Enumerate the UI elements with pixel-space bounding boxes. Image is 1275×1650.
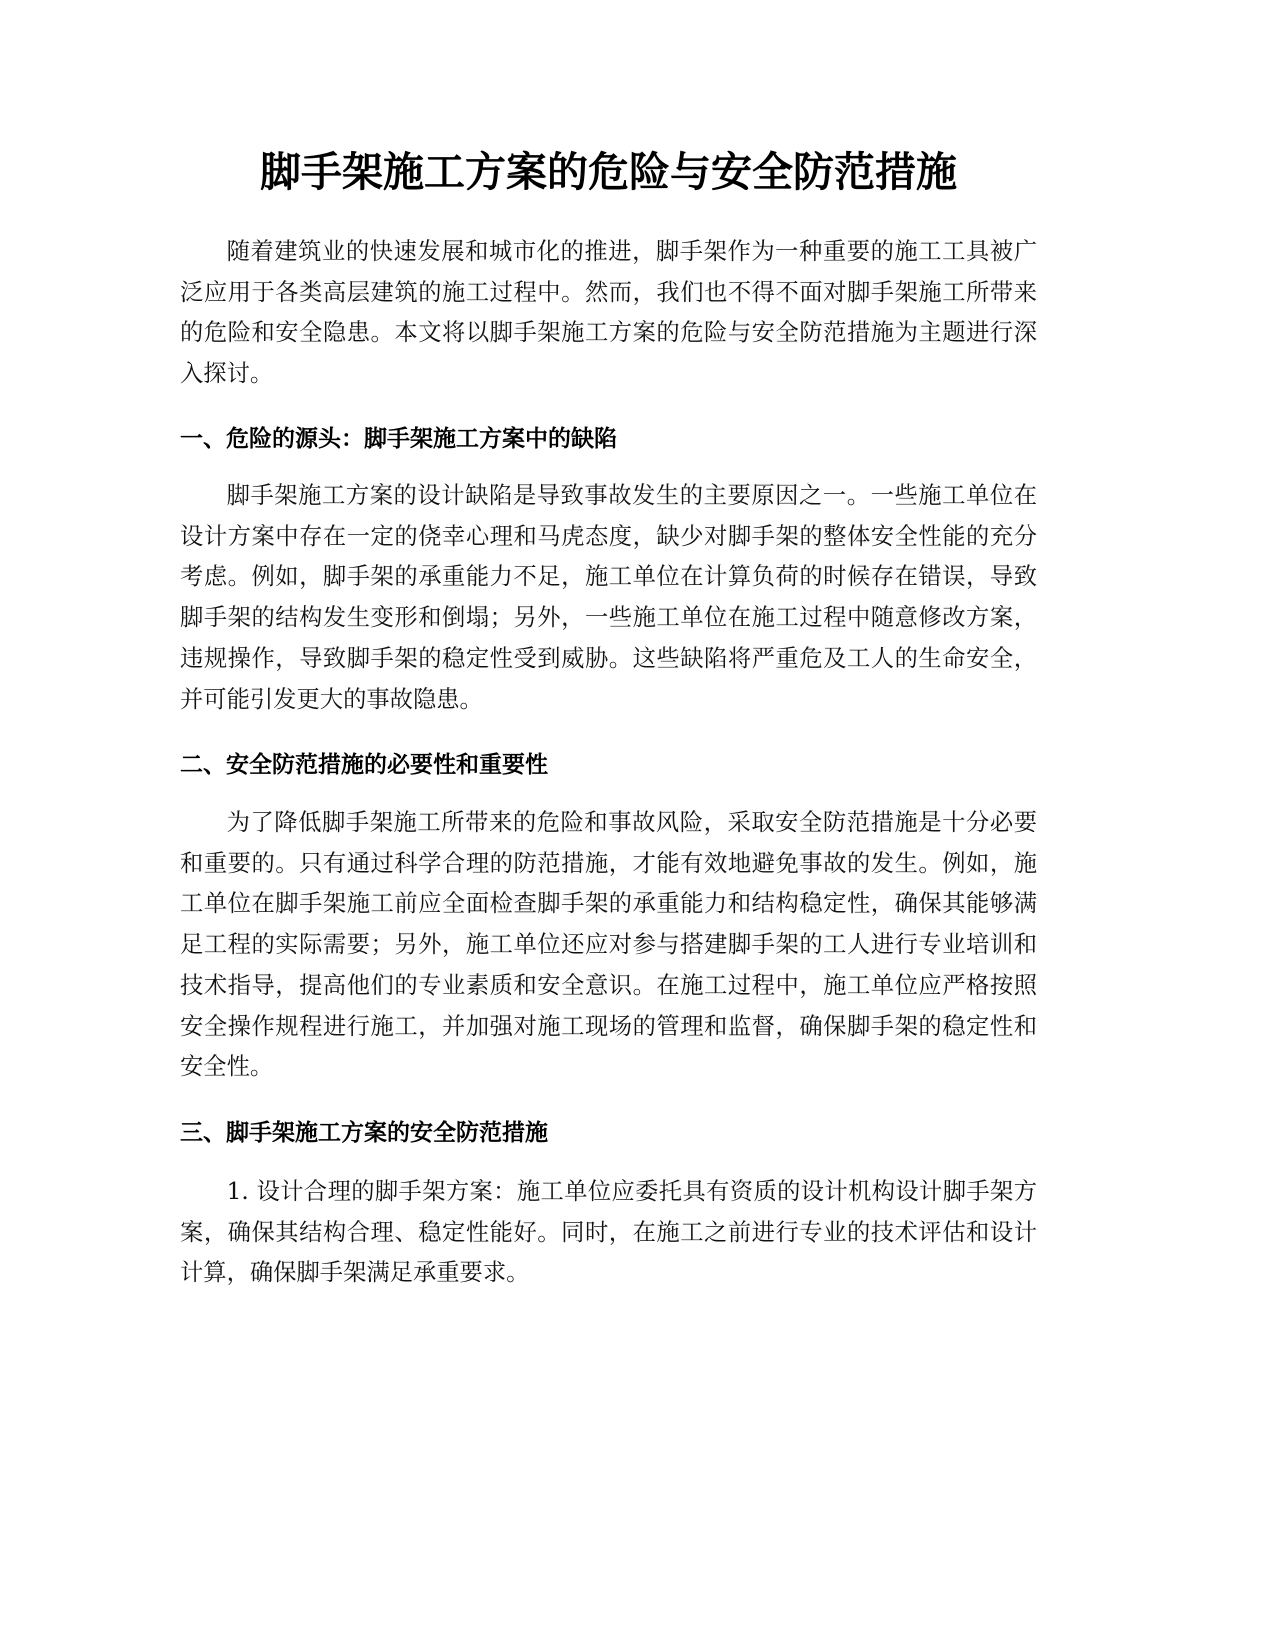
section-heading-3: 三、脚手架施工方案的安全防范措施: [180, 1120, 548, 1146]
section-heading-2: 二、安全防范措施的必要性和重要性: [180, 752, 548, 778]
document-page: [180, 0, 1037, 1650]
section-body-2: 为了降低脚手架施工所带来的危险和事故风险，采取安全防范措施是十分必要和重要的。只有通过科学合理的防范措施，才能有效地避免事故的发生。例如，施工单位在脚手架施工前应全面检查脚手架的承重能力和结构稳定性，确保其能够满足工程的实际需要；另外，施工单位还应对参与搭建脚手架的工人进行专业培训和技术指导，提高他们的专业素质和安全意识。在施工过程中，施工单位应严格按照安全操作规程进行施工，并加强对施工现场的管理和监督，确保脚手架的稳定性和安全性。: [180, 809, 1037, 1081]
section-body-1: 脚手架施工方案的设计缺陷是导致事故发生的主要原因之一。一些施工单位在设计方案中存在一定的侥幸心理和马虎态度，缺少对脚手架的整体安全性能的充分考虑。例如，脚手架的承重能力不足，施工单位在计算负荷的时候存在错误，导致脚手架的结构发生变形和倒塌；另外，一些施工单位在施工过程中随意修改方案，违规操作，导致脚手架的稳定性受到威胁。这些缺陷将严重危及工人的生命安全，并可能引发更大的事故隐患。: [180, 482, 1037, 713]
intro-paragraph: 随着建筑业的快速发展和城市化的推进，脚手架作为一种重要的施工工具被广泛应用于各类高层建筑的施工过程中。然而，我们也不得不面对脚手架施工所带来的危险和安全隐患。本文将以脚手架施工方案的危险与安全防范措施为主题进行深入探讨。: [180, 238, 1037, 388]
section-body-3: 1. 设计合理的脚手架方案：施工单位应委托具有资质的设计机构设计脚手架方案，确保其结构合理、稳定性能好。同时，在施工之前进行专业的技术评估和设计计算，确保脚手架满足承重要求。: [180, 1178, 1037, 1287]
document-title: 脚手架施工方案的危险与安全防范措施: [260, 148, 957, 196]
section-heading-1: 一、危险的源头：脚手架施工方案中的缺陷: [180, 426, 617, 452]
